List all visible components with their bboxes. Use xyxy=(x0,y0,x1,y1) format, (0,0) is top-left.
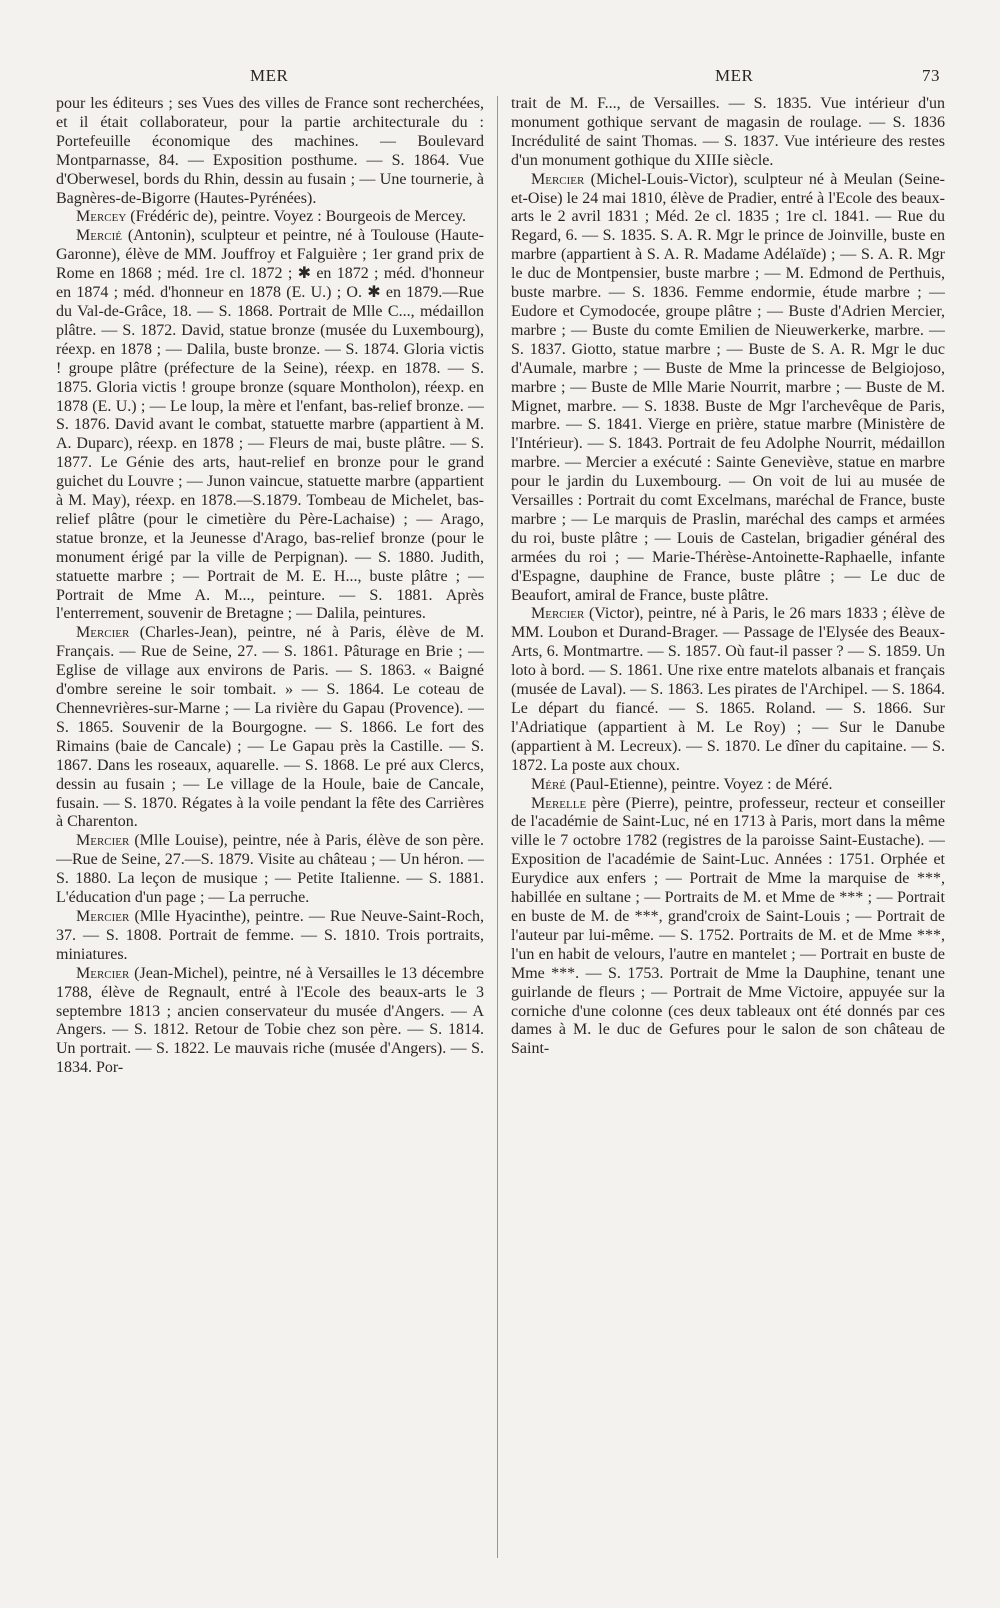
entry-mercier-victor xyxy=(511,605,945,775)
entry-text: père (Pierre), peintre, professeur, recteur et conseiller de l'académie de Saint-Luc, né en 1713 à Paris, mort dans la même ville le 7 octobre 1782 (registres de la paroisse Saint-Eustache). — Exposition de l'académie de Saint-Luc. Années : 1751. Orphée et Eurydice aux enfers ; — Portrait de Mme la marquise de ***, habillée en sultane ; — Portraits de M. et Mme de *** ; — Portrait en buste de M. de ***, grand'croix de Saint-Louis ; — Portrait de l'auteur par lui-même. — S. 1752. Portraits de M. et de Mme ***, l'un en habit de velours, l'autre en mantelet ; — Portrait en buste de Mme ***. — S. 1753. Portrait de Mme la Dauphine, tenant une guirlande de fleurs ; — Portrait de Mme Victoire, appuyée sur la corniche d'une colonne (ces deux tableaux ont été donnés par ces dames à M. le duc de Gefures pour le salon de son château de Saint- xyxy=(511,794,945,1058)
entry-mercier-hyacinthe xyxy=(56,908,484,965)
entry-text: (Antonin), sculpteur et peintre, né à Toulouse (Haute-Garonne), élève de MM. Jouffroy et Falguière ; 1er grand prix de Rome en 1868 ; méd. 1re cl. 1872 ; ✱ en 1872 ; méd. d'honneur en 1874 ; méd. d'honneur en 1878 (E. U.) ; O. ✱ en 1879.—Rue du Val-de-Grâce, 18. — S. 1868. Portrait de Mlle C..., médaillon plâtre. — S. 1872. David, statue bronze (musée du Luxembourg), réexp. en 1878 ; — Dalila, buste bronze. — S. 1874. Gloria victis ! groupe plâtre (préfecture de la Seine), réexp. en 1878. — S. 1875. Gloria victis ! groupe bronze (square Montholon), réexp. en 1878 (E. U.) ; — Le loup, la mère et l'enfant, bas-relief bronze. — S. 1876. David avant le combat, statuette marbre (appartient à M. A. Duparc), réexp. en 1878 ; — Fleurs de mai, buste plâtre. — S. 1877. Le Génie des arts, haut-relief en bronze pour le grand guichet du Louvre ; — Junon vaincue, statuette marbre (appartient à M. May), réexp. en 1878.—S.1879. Tombeau de Michelet, bas-relief plâtre (pour le cimetière du Père-Lachaise) ; — Arago, statue bronze, et la Jeunesse d'Arago, bas-relief bronze (pour le monument érigé par la ville de Perpignan). — S. 1880. Judith, statuette marbre ; — Portrait de M. E. H..., buste plâtre ; — Portrait de Mme A. M..., peinture. — S. 1881. Après l'enterrement, souvenir de Bretagne ; — Dalila, peintures. xyxy=(56,227,484,623)
header-right-title: MER xyxy=(715,66,754,85)
entry-mercie xyxy=(56,227,484,624)
entry-name: Mercier xyxy=(76,907,130,925)
entry-name: Mercier xyxy=(76,832,130,850)
entry-name: Mercier xyxy=(531,170,585,188)
entry-name: Mercier xyxy=(531,605,585,623)
entry-mercier-louise xyxy=(56,832,484,908)
entry-text: (Michel-Louis-Victor), sculpteur né à Meulan (Seine-et-Oise) le 24 mai 1810, élève de Pradier, entré à l'Ecole des beaux-arts le 2 avril 1831 ; Méd. 2e cl. 1835 ; 1re cl. 1841. — Rue du Regard, 6. — S. 1835. S. A. R. Mgr le prince de Joinville, buste en marbre (appartient à S. A. R. Madame Adélaïde) ; — S. A. R. Mgr le duc de Montpensier, buste marbre ; — M. Edmond de Perthuis, buste marbre. — S. 1836. Femme endormie, étude marbre ; — Eudore et Cymodocée, groupe plâtre ; — Buste d'Adrien Mercier, marbre ; — Buste du comte Emilien de Nieuwerkerke, marbre. — S. 1837. Giotto, statue marbre ; — Buste de S. A. R. Mgr le duc d'Aumale, marbre ; — Buste de Mme la princesse de Belgiojoso, marbre ; — Buste de Mlle Marie Nourrit, marbre ; — Buste de M. Mignet, marbre. — S. 1838. Buste de Mgr l'archevêque de Paris, marbre. — S. 1841. Vierge en prière, statue marbre (Ministère de l'Intérieur). — S. 1843. Portrait de feu Adolphe Nourrit, médaillon marbre. — Mercier a exécuté : Sainte Geneviève, statue en marbre pour le jardin du Luxembourg. — On voit de lui au musée de Versailles : Portrait du comt Excelmans, maréchal de France, buste marbre ; — Le marquis de Praslin, maréchal des camps et armées du roi, buste plâtre ; — Louis de Castelan, brigadier général des armées du roi ; — Marie-Thérèse-Antoinette-Raphaelle, infante d'Espagne, dauphine de France, buste plâtre ; — Le duc de Beaufort, amiral de France, buste plâtre. xyxy=(511,170,945,604)
entry-text: (Mlle Hyacinthe), peintre. — Rue Neuve-Saint-Roch, 37. — S. 1808. Portrait de femme. — S. 1810. Trois portraits, miniatures. xyxy=(56,907,484,963)
entry-mercey xyxy=(56,208,484,227)
right-column xyxy=(511,95,945,1575)
entry-continuation: pour les éditeurs ; ses Vues des villes de France sont recherchées, et il était collaborateur, pour la partie architecturale du : Portefeuille économique des machines. — Boulevard Montparnasse, 84. — Exposition posthume. — S. 1864. Vue d'Oberwesel, bords du Rhin, dessin au fusain ; — Une tournerie, à Bagnères-de-Bigorre (Hautes-Pyrénées). xyxy=(56,95,484,207)
entry-text: (Paul-Etienne), peintre. Voyez : de Méré. xyxy=(566,775,833,793)
entry-name: Méré xyxy=(531,775,567,793)
entry-merelle xyxy=(511,795,945,1060)
entry-mercier-michel-louis-victor xyxy=(511,171,945,606)
entry-name: Mercié xyxy=(76,227,123,245)
entry-mercier-jean-michel xyxy=(56,965,484,1078)
header-left-title: MER xyxy=(250,66,289,85)
entry-name: Mercier xyxy=(76,964,130,982)
entry-text: (Frédéric de), peintre. Voyez : Bourgeois de Mercey. xyxy=(126,208,467,226)
running-header xyxy=(0,62,1000,92)
column-divider xyxy=(497,96,498,1558)
entry-name: Mercier xyxy=(76,624,130,642)
entry-continuation: trait de M. F..., de Versailles. — S. 1835. Vue intérieur d'un monument gothique servant de magasin de roulage. — S. 1836 Incrédulité de saint Thomas. — S. 1837. Vue intérieure des restes d'un monument gothique du XIIIe siècle. xyxy=(511,95,945,169)
entry-text: (Victor), peintre, né à Paris, le 26 mars 1833 ; élève de MM. Loubon et Durand-Brager. — Passage de l'Elysée des Beaux-Arts, 6. Montmartre. — S. 1857. Où faut-il passer ? — S. 1859. Un loto à bord. — S. 1861. Une rixe entre matelots albanais et français (musée de Laval). — S. 1863. Les pirates de l'Archipel. — S. 1864. Le départ du fiancé. — S. 1865. Roland. — S. 1866. Sur l'Adriatique (appartient à M. Le Roy) ; — Sur le Danube (appartient à M. Lecreux). — S. 1870. Le dîner du capitaine. — S. 1872. La poste aux choux. xyxy=(511,605,945,774)
entry-mere xyxy=(511,776,945,795)
entry-name: Mercey xyxy=(76,208,127,226)
left-column xyxy=(56,95,484,1575)
entry-mercier-charles-jean xyxy=(56,624,484,832)
entry-name: Merelle xyxy=(531,794,587,812)
entry-text: (Charles-Jean), peintre, né à Paris, élève de M. Français. — Rue de Seine, 27. — S. 1861. Pâturage en Brie ; — Eglise de village aux environs de Paris. — S. 1863. « Baigné d'ombre sereine le soir tombait. » — S. 1864. Le coteau de Chennevrières-sur-Marne ; — La rivière du Gapau (Provence). — S. 1865. Souvenir de la Bourgogne. — S. 1866. Le fort des Rimains (baie de Cancale) ; — Le Gapau près la Castille. — S. 1867. Dans les roseaux, aquarelle. — S. 1868. Le pré aux Clercs, dessin au fusain ; — Le village de la Houle, baie de Cancale, fusain. — S. 1870. Régates à la voile pendant la fête des Carrières à Charenton. xyxy=(56,624,484,831)
entry-text: (Mlle Louise), peintre, née à Paris, élève de son père.—Rue de Seine, 27.—S. 1879. Visite au château ; — Un héron. — S. 1880. La leçon de musique ; — Petite Italienne. — S. 1881. L'éducation d'un page ; — La perruche. xyxy=(56,832,484,907)
page-number: 73 xyxy=(922,66,940,85)
entry-text: (Jean-Michel), peintre, né à Versailles le 13 décembre 1788, élève de Regnault, entré à l'Ecole des beaux-arts le 3 septembre 1813 ; ancien conservateur du musée d'Angers. — A Angers. — S. 1812. Retour de Tobie chez son père. — S. 1814. Un portrait. — S. 1822. Le mauvais riche (musée d'Angers). — S. 1834. Por- xyxy=(56,964,484,1077)
